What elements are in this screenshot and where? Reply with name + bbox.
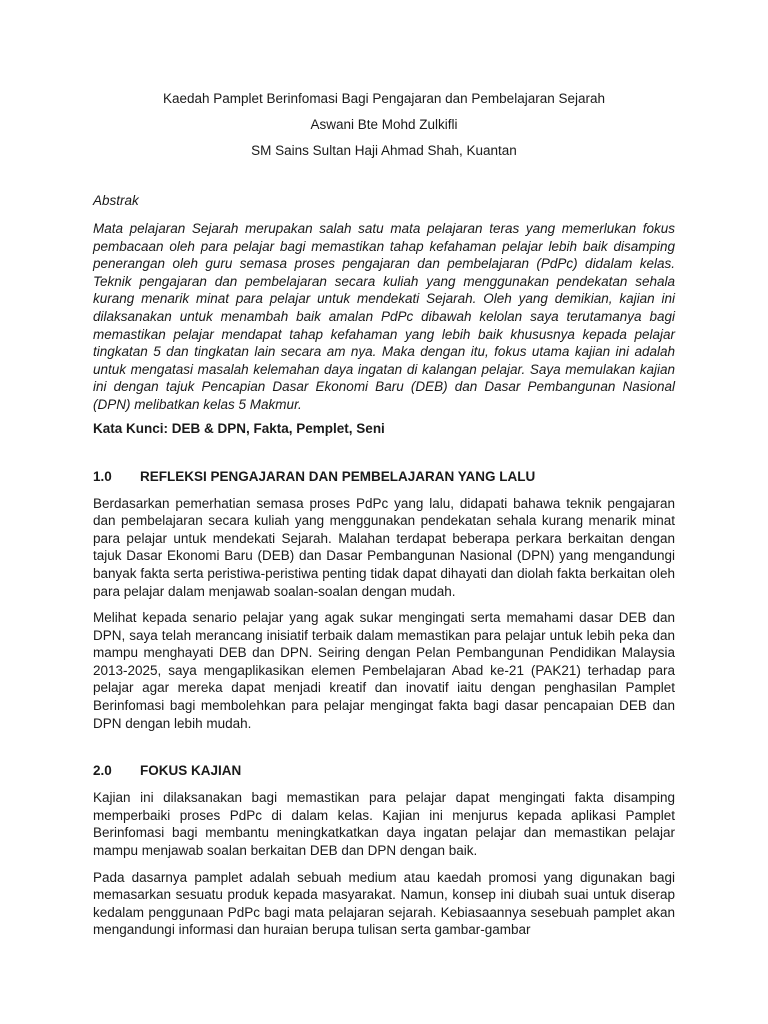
section-2-paragraph: Kajian ini dilaksanakan bagi memastikan para pelajar dapat mengingati fakta disamping memperbaiki proses PdPc di dalam kelas. Kajian ini menjurus kepada aplikasi Pamplet Berinfomasi bagi membantu meningkatkatkan daya ingatan pelajar dan memastikan pelajar mampu menjawab soalan berkaitan DEB dan DPN dengan baik. [93,790,675,859]
document-page [93,86,675,939]
section-1-heading [93,468,675,486]
title-block [93,86,675,164]
document-title: Kaedah Pamplet Berinfomasi Bagi Pengajaran dan Pembelajaran Sejarah [162,91,606,106]
section-1-paragraph: Melihat kepada senario pelajar yang agak sukar mengingati serta memahami dasar DEB dan DPN, saya telah merancang inisiatif terbaik dalam memastikan para pelajar untuk lebih peka dan mampu menghayati DEB dan DPN. Seiring dengan Pelan Pembangunan Pendidikan Malaysia 2013-2025, saya mengaplikasikan elemen Pembelajaran Abad ke-21 (PAK21) terhadap para pelajar agar mereka dapat menjadi kreatif dan inovatif iaitu dengan penghasilan Pamplet Berinfomasi bagi membolehkan para pelajar mengingat fakta bagi dasar pencapaian DEB dan DPN dengan lebih mudah. [93,610,675,731]
abstract-body: Mata pelajaran Sejarah merupakan salah satu mata pelajaran teras yang memerlukan fokus pembacaan oleh para pelajar bagi memastikan tahap kefahaman pelajar lebih baik disamping penerangan oleh guru semasa proses pengajaran dan pembelajaran (PdPc) didalam kelas. Teknik pengajaran dan pembelajaran secara kuliah yang menggunakan pendekatan sehala kurang menarik minat para pelajar untuk mendekati Sejarah. Oleh yang demikian, kajian ini dilaksanakan untuk menambah baik amalan PdPc dibawah kelolan saya terutamanya bagi memastikan pelajar mendapat tahap kefahaman yang lebih baik khususnya kepada pelajar tingkatan 5 dan tingkatan lain secara am nya. Maka dengan itu, fokus utama kajian ini adalah untuk mengatasi masalah kelemahan daya ingatan di kalangan pelajar. Saya memulakan kajian ini dengan tajuk Pencapian Dasar Ekonomi Baru (DEB) dan Dasar Pembangunan Nasional (DPN) melibatkan kelas 5 Makmur. [93,221,675,412]
section-1-title: REFLEKSI PENGAJARAN DAN PEMBELAJARAN YANG LALU [140,468,536,484]
section-2-paragraph: Pada dasarnya pamplet adalah sebuah medium atau kaedah promosi yang digunakan bagi memasarkan sesuatu produk kepada masyarakat. Namun, konsep ini diubah suai untuk diserap kedalam penggunaan PdPc bagi mata pelajaran sejarah. Kebiasaannya sesebuah pamplet akan mengandungi informasi dan huraian berupa tulisan serta gambar-gambar [93,869,675,938]
keywords: Kata Kunci: DEB & DPN, Fakta, Pemplet, Seni [93,420,385,436]
author-affiliation: SM Sains Sultan Haji Ahmad Shah, Kuantan [251,143,517,158]
section-2-title: FOKUS KAJIAN [140,763,242,779]
author-name: Aswani Bte Mohd Zulkifli [310,117,458,132]
section-2-heading [93,762,675,780]
section-1-number: 1.0 [93,468,112,484]
section-1-paragraph: Berdasarkan pemerhatian semasa proses PdPc yang lalu, didapati bahawa teknik pengajaran dan pembelajaran secara kuliah yang menggunakan pendekatan sehala kurang menarik minat para pelajar untuk mendekati Sejarah. Malahan terdapat beberapa perkara berkaitan dengan tajuk Dasar Ekonomi Baru (DEB) dan Dasar Pembangunan Nasional (DPN) yang mengandungi banyak fakta serta peristiwa-peristiwa penting tidak dapat dihayati dan diolah fakta berkaitan oleh para pelajar dalam menjawab soalan-soalan dengan mudah. [93,495,675,599]
abstract-heading: Abstrak [93,193,139,208]
section-2-number: 2.0 [93,763,112,779]
